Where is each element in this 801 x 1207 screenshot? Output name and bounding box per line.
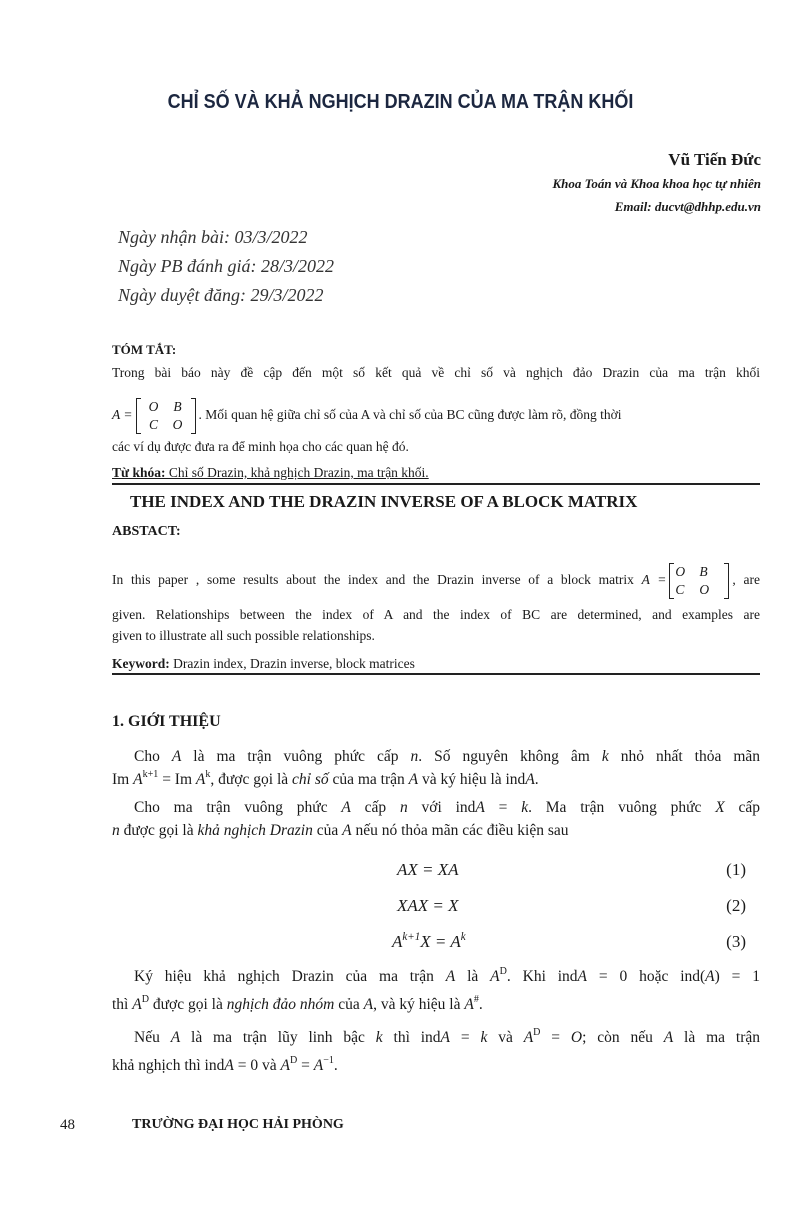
math-text: A — [342, 822, 352, 839]
text-segment: và — [487, 1029, 524, 1046]
math-text: A — [132, 996, 142, 1013]
math-text: A — [195, 771, 206, 788]
math-text: A — [475, 799, 485, 816]
math-text: k — [480, 1029, 488, 1046]
superscript: D — [289, 1055, 298, 1066]
math-text: A — [490, 968, 500, 985]
math-text: khả nghịch Drazin — [197, 822, 313, 839]
text-segment: , are — [732, 572, 760, 588]
en-abstract-line — [112, 563, 760, 599]
math-text: A — [363, 996, 374, 1013]
vn-abstract-line — [112, 398, 621, 434]
superscript: k+1 — [142, 769, 159, 780]
paper-title: CHỈ SỐ VÀ KHẢ NGHỊCH DRAZIN CỦA MA TRẬN KHỐI — [167, 91, 634, 113]
text-segment: . Ma trận vuông phức — [528, 799, 716, 816]
text-segment: = — [450, 1029, 481, 1046]
vn-abstract-line — [112, 437, 409, 457]
text-segment: với ind — [407, 799, 476, 816]
block-matrix — [136, 398, 196, 434]
equation-number: (3) — [726, 932, 746, 951]
matrix-entry: C — [675, 582, 685, 597]
text-segment: X = A — [420, 932, 461, 951]
text-segment: . — [333, 1057, 338, 1074]
divider — [112, 673, 760, 675]
text-segment: = — [297, 1057, 314, 1074]
vn-abstract-heading: TÓM TẮT: — [112, 342, 177, 357]
superscript: # — [473, 994, 479, 1005]
en-keywords — [112, 654, 415, 674]
text-segment: . Khi ind — [506, 968, 578, 985]
matrix-entry: O — [675, 564, 686, 579]
paragraph-line — [134, 1028, 760, 1048]
text-segment: Cho ma trận vuông phức — [134, 799, 342, 816]
math-text: chỉ số — [292, 771, 329, 788]
matrix-entry: O — [148, 399, 159, 414]
math-text: A — [464, 996, 474, 1013]
vn-keywords-text: Chỉ số Drazin, khả nghịch Drazin, ma trận khối. — [165, 465, 429, 480]
text-segment: nhỏ nhất thỏa mãn — [608, 748, 761, 765]
text-segment: và ký hiệu là ind — [418, 771, 526, 788]
math-text: X — [715, 799, 725, 816]
math-text: A — [523, 1029, 534, 1046]
text-segment: là ma trận vuông phức cấp — [181, 748, 411, 765]
math-text: n — [399, 799, 408, 816]
author-affiliation: Khoa Toán và Khoa khoa học tự nhiên — [552, 176, 761, 191]
text-segment: . — [478, 996, 483, 1013]
text-segment: Im — [112, 771, 134, 788]
text-segment: A — [392, 932, 403, 951]
math-text: A — [445, 968, 456, 985]
paragraph-line — [134, 798, 760, 818]
math-text: A — [171, 748, 182, 765]
text-segment: Trong bài báo này đề cập đến một số kết quả về chỉ số và nghịch đảo Drazin của ma trận khối — [112, 365, 760, 380]
math-text: A — [577, 968, 588, 985]
text-segment: được gọi là — [119, 822, 198, 839]
vn-keywords-label: Từ khóa: — [112, 465, 166, 480]
superscript: D — [141, 994, 149, 1005]
author-email: Email: ducvt@dhhp.edu.vn — [614, 199, 761, 214]
math-text: k — [375, 1029, 383, 1046]
text-segment: các ví dụ được đưa ra để minh họa cho các quan hệ đó. — [112, 439, 409, 454]
text-segment: . — [534, 771, 539, 788]
paragraph-line — [134, 967, 760, 987]
math-text: A — [341, 799, 351, 816]
text-segment: thì — [112, 996, 133, 1013]
text-segment: Ký hiệu khả nghịch Drazin của ma trận — [134, 968, 446, 985]
math-text: A — [133, 771, 143, 788]
equation-expression — [397, 860, 459, 880]
text-segment: = — [540, 1029, 571, 1046]
math-text: A — [408, 771, 419, 788]
paragraph-line — [112, 995, 483, 1015]
text-segment: ; còn nếu — [582, 1029, 664, 1046]
text-segment: = 0 hoặc ind( — [587, 968, 706, 985]
page-number: 48 — [60, 1117, 75, 1133]
text-segment: = Im — [158, 771, 196, 788]
equation-expression — [397, 896, 459, 916]
matrix-entry: B — [699, 564, 708, 579]
en-abstract-heading: ABSTACT: — [112, 524, 181, 539]
text-segment: được gọi là — [149, 996, 227, 1013]
text-segment: In this paper , some results about the index and the Drazin inverse of a block matrix — [112, 572, 642, 588]
section-heading: 1. GIỚI THIỆU — [112, 713, 221, 730]
en-abstract-line — [112, 626, 375, 646]
text-segment: ) = 1 — [714, 968, 761, 985]
math-text: A — [280, 1057, 290, 1074]
text-segment: cấp — [724, 799, 761, 816]
text-segment: của ma trận — [328, 771, 409, 788]
math-text: A — [224, 1057, 234, 1074]
math-text: A — [705, 968, 715, 985]
equation-expression — [392, 932, 466, 952]
text-segment: khả nghịch thì ind — [112, 1057, 225, 1074]
text-segment: , được gọi là — [210, 771, 293, 788]
math-text: A = — [641, 572, 667, 588]
paragraph-line — [134, 747, 760, 767]
text-segment: của — [312, 822, 343, 839]
text-segment: là ma trận lũy linh bậc — [180, 1029, 376, 1046]
math-text: k — [521, 799, 529, 816]
paragraph-line — [112, 821, 569, 841]
text-segment: . Số nguyên không âm — [418, 748, 602, 765]
equation-number: (1) — [726, 860, 746, 879]
math-text: A — [525, 771, 535, 788]
math-text: A — [313, 1057, 324, 1074]
math-text: n — [410, 748, 419, 765]
journal-name: TRƯỜNG ĐẠI HỌC HẢI PHÒNG — [132, 1117, 344, 1132]
superscript: k+1 — [402, 931, 421, 943]
text-segment: là ma trận — [673, 1029, 760, 1046]
vn-abstract-line — [112, 363, 760, 383]
math-text: k — [601, 748, 609, 765]
en-keywords-label: Keyword: — [112, 656, 170, 671]
text-segment: của — [334, 996, 364, 1013]
text-segment: . Mối quan hệ giữa chỉ số của A và chỉ số của BC cũng được làm rõ, đồng thời — [198, 407, 622, 423]
text-segment: thì ind — [382, 1029, 441, 1046]
equation-number: (2) — [726, 896, 746, 915]
math-text: O — [570, 1029, 583, 1046]
text-segment: nếu nó thỏa mãn các điều kiện sau — [351, 822, 569, 839]
superscript: D — [499, 966, 507, 977]
en-keywords-text: Drazin index, Drazin inverse, block matrices — [169, 656, 415, 671]
date-reviewed: Ngày PB đánh giá: 28/3/2022 — [118, 256, 334, 276]
date-received: Ngày nhận bài: 03/3/2022 — [118, 227, 308, 247]
block-matrix — [669, 563, 729, 599]
date-accepted: Ngày duyệt đăng: 29/3/2022 — [118, 285, 324, 305]
en-abstract-line — [112, 605, 760, 625]
text-segment: XAX = X — [397, 896, 459, 915]
paragraph-line — [112, 1056, 338, 1076]
text-segment: given. Relationships between the index of A and the index of BC are determined, and examples are — [112, 607, 760, 622]
superscript: D — [533, 1027, 541, 1038]
text-segment: là — [455, 968, 491, 985]
text-segment: cấp — [350, 799, 400, 816]
paragraph-line — [112, 770, 539, 790]
superscript: k — [205, 769, 211, 780]
superscript: −1 — [323, 1055, 334, 1066]
english-title: THE INDEX AND THE DRAZIN INVERSE OF A BLOCK MATRIX — [130, 492, 638, 511]
text-segment: , và ký hiệu là — [373, 996, 465, 1013]
matrix-entry: O — [172, 417, 183, 432]
text-segment: Cho — [134, 748, 172, 765]
matrix-entry: O — [699, 582, 710, 597]
matrix-entry: C — [148, 417, 158, 432]
text-segment: = 0 và — [233, 1057, 281, 1074]
text-segment: Nếu — [134, 1029, 171, 1046]
text-segment: AX = XA — [397, 860, 459, 879]
author-name: Vũ Tiến Đức — [668, 150, 761, 169]
math-text: nghịch đảo nhóm — [226, 996, 335, 1013]
math-text: A — [440, 1029, 451, 1046]
text-segment: = — [484, 799, 522, 816]
matrix-entry: B — [173, 399, 182, 414]
vn-keywords — [112, 463, 429, 483]
math-text: A — [170, 1029, 181, 1046]
math-text: A — [663, 1029, 674, 1046]
text-segment: given to illustrate all such possible relationships. — [112, 628, 375, 643]
math-text: n — [112, 822, 120, 839]
superscript: k — [460, 931, 466, 943]
math-text: A = — [112, 407, 133, 423]
divider — [112, 483, 760, 485]
